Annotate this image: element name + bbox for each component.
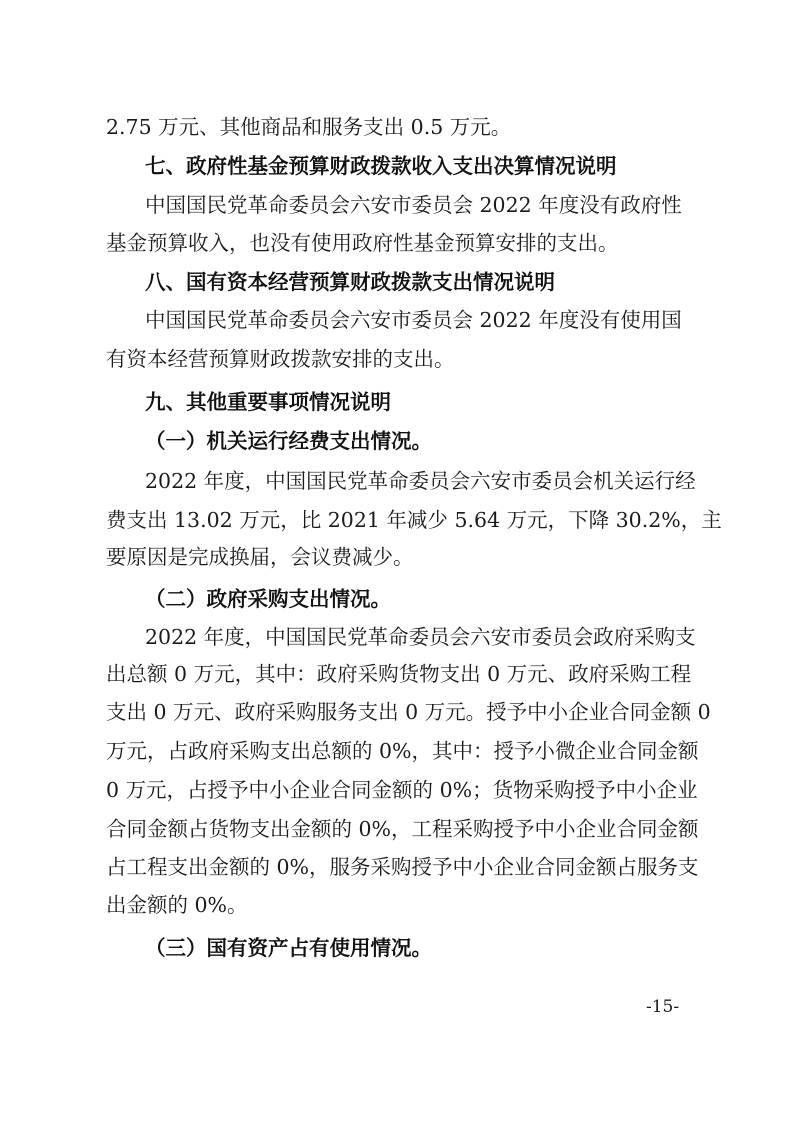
page-number: -15- — [646, 997, 680, 1017]
body-line: 费支出 13.02 万元，比 2021 年减少 5.64 万元，下降 30.2%，主 — [106, 508, 722, 532]
body-line: 基金预算收入，也没有使用政府性基金预算安排的支出。 — [106, 231, 619, 255]
section-heading-7: 七、政府性基金预算财政拨款收入支出决算情况说明 — [145, 154, 617, 178]
body-line: 支出 0 万元、政府采购服务支出 0 万元。授予中小企业合同金额 0 — [106, 700, 711, 724]
body-line: 万元，占政府采购支出总额的 0%，其中：授予小微企业合同金额 — [106, 739, 699, 763]
body-line: 中国国民党革命委员会六安市委员会 2022 年度没有使用国 — [145, 308, 682, 332]
body-line: 要原因是完成换届，会议费减少。 — [106, 545, 414, 569]
body-line: 出金额的 0%。 — [106, 893, 248, 917]
body-line: 有资本经营预算财政拨款安排的支出。 — [106, 347, 455, 371]
subsection-heading-2: （二）政府采购支出情况。 — [145, 587, 391, 611]
body-line: 占工程支出金额的 0%，服务采购授予中小企业合同金额占服务支 — [106, 855, 699, 879]
body-line: 0 万元，占授予中小企业合同金额的 0%；货物采购授予中小企业 — [106, 778, 698, 802]
subsection-heading-1: （一）机关运行经费支出情况。 — [145, 429, 432, 453]
body-line: 2022 年度，中国国民党革命委员会六安市委员会政府采购支 — [145, 625, 696, 649]
section-heading-9: 九、其他重要事项情况说明 — [145, 390, 391, 414]
body-line: 2022 年度，中国国民党革命委员会六安市委员会机关运行经 — [145, 469, 696, 493]
body-line: 2.75 万元、其他商品和服务支出 0.5 万元。 — [106, 115, 512, 139]
subsection-heading-3: （三）国有资产占有使用情况。 — [145, 936, 432, 960]
body-line: 合同金额占货物支出金额的 0%，工程采购授予中小企业合同金额 — [106, 817, 699, 841]
body-line: 中国国民党革命委员会六安市委员会 2022 年度没有政府性 — [145, 193, 682, 217]
body-line: 出总额 0 万元，其中：政府采购货物支出 0 万元、政府采购工程 — [106, 662, 692, 686]
section-heading-8: 八、国有资本经营预算财政拨款支出情况说明 — [145, 270, 555, 294]
